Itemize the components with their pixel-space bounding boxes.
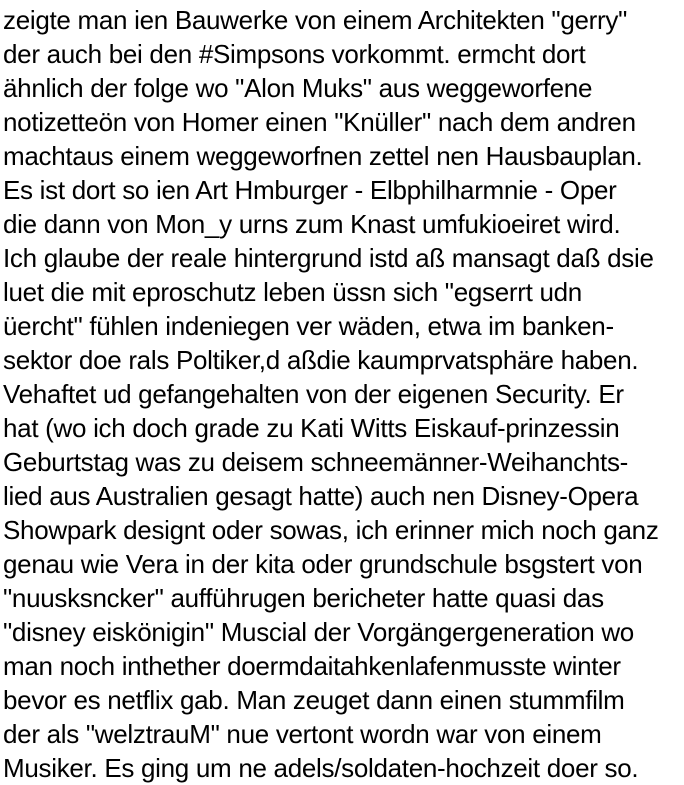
text-line: "nuusksncker" aufführugen bericheter hatte quasi das <box>3 583 604 613</box>
text-line: Geburtstag was zu deisem schneemänner-Weihanchts- <box>3 447 629 477</box>
text-line: Vehaftet ud gefangehalten von der eigenen Security. Er <box>3 379 624 409</box>
text-line: Ich glaube der reale hintergrund istd aß mansagt daß dsie <box>3 243 654 273</box>
text-line: notizetteön von Homer einen "Knüller" nach dem andren <box>3 107 636 137</box>
text-line: üercht" fühlen indeniegen ver wäden, etwa im banken- <box>3 311 614 341</box>
text-line: Showpark designt oder sowas, ich erinner mich noch ganz <box>3 515 659 545</box>
text-line: man noch inthether doermdaitahkenlafenmusste winter <box>3 651 621 681</box>
text-line: zeigte man ien Bauwerke von einem Architekten "gerry" <box>3 5 627 35</box>
text-line: Es ist dort so ien Art Hmburger - Elbphilharmnie - Oper <box>3 175 617 205</box>
text-line: genau wie Vera in der kita oder grundschule bsgstert von <box>3 549 643 579</box>
text-line: ähnlich der folge wo "Alon Muks" aus weggeworfene <box>3 73 593 103</box>
text-line: hat (wo ich doch grade zu Kati Witts Eiskauf-prinzessin <box>3 413 620 443</box>
text-line: luet die mit eproschutz leben üssn sich "egserrt udn <box>3 277 582 307</box>
text-line: lied aus Australien gesagt hatte) auch nen Disney-Opera <box>3 481 639 511</box>
text-line: der als "welztrauM" nue vertont wordn war von einem <box>3 719 602 749</box>
text-line: "disney eiskönigin" Muscial der Vorgängergeneration wo <box>3 617 634 647</box>
text-line: der auch bei den #Simpsons vorkommt. ermcht dort <box>3 39 586 69</box>
text-line: bevor es netflix gab. Man zeuget dann einen stummfilm <box>3 685 625 715</box>
text-line: machtaus einem weggeworfnen zettel nen Hausbauplan. <box>3 141 643 171</box>
text-line: Musiker. Es ging um ne adels/soldaten-hochzeit doer so. <box>3 753 639 783</box>
text-line: die dann von Mon_y urns zum Knast umfukioeiret wird. <box>3 209 621 239</box>
text-line: sektor doe rals Poltiker,d aßdie kaumprvatsphäre haben. <box>3 345 639 375</box>
